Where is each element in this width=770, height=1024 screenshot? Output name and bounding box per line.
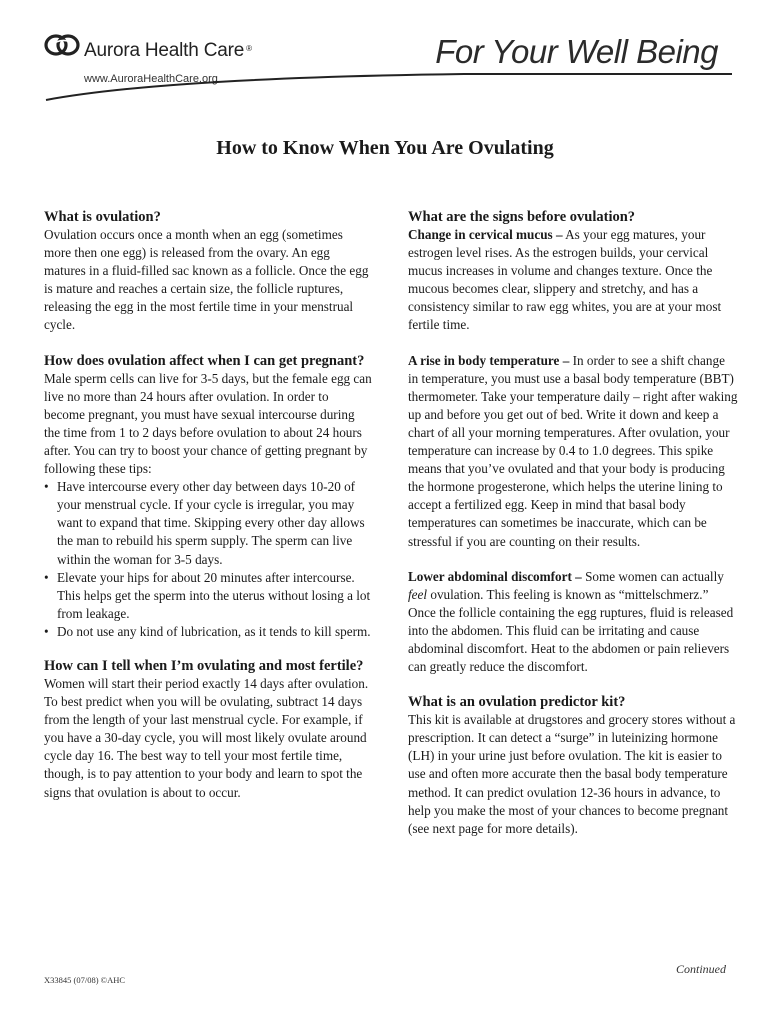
continued-label: Continued: [676, 962, 726, 976]
bullet: •: [44, 623, 49, 639]
document-code: X33845 (07/08) ©AHC: [44, 975, 126, 985]
list-item: [44, 478, 372, 568]
section-heading: What are the signs before ovulation?: [408, 209, 636, 225]
section-heading: What is an ovulation predictor kit?: [408, 694, 626, 711]
tip-text: Have intercourse every other day between days 10-20 of your menstrual cycle. If your cycle is irregular, you may want to expand that time. Skipping every other day allows the man to rebuild his sperm supply. The sperm can live within the woman for 3-5 days.: [57, 479, 365, 567]
tagline: For Your Well Being: [435, 33, 718, 70]
tips-list: [44, 478, 372, 641]
page-header: [0, 0, 770, 110]
section-body: Male sperm cells can live for 3-5 days, but the female egg can live no more than 24 hours after ovulation. In order to become pregnant, you must have sexual intercourse during the time from 1 to 2 days before ovulation to about 24 hours after. You can try to boost your chance of getting pregnant by following these tips:: [44, 370, 372, 477]
page-title: How to Know When You Are Ovulating: [216, 137, 554, 159]
brand-name: [84, 40, 252, 62]
section-body: [408, 352, 738, 551]
right-column: [408, 208, 738, 838]
emphasis-text: feel: [408, 586, 428, 602]
brand-url: www.AuroraHealthCare.org: [84, 73, 218, 85]
brand-name-text: Aurora Health Care: [84, 40, 245, 61]
body-text: Some women can actually: [581, 568, 724, 584]
body-text: ovulation. This feeling is known as “mittelschmerz.” Once the follicle containing the egg ruptures, fluid is released into the abdomen. This fluid can be irritating and cause abdominal discomfort. Heat to the abdomen or pain relievers can greatly reduce the discomfort.: [408, 586, 734, 675]
tip-text: Do not use any kind of lubrication, as it tends to kill sperm.: [57, 623, 371, 639]
list-item: [44, 623, 372, 641]
section-heading: How does ovulation affect when I can get pregnant?: [44, 352, 365, 369]
lead-term: A rise in body temperature –: [408, 352, 570, 368]
body-text: As your egg matures, your estrogen level rises. As the estrogen builds, your cervical mucus increases in volume and changes texture. Once the mucous becomes clear, slippery and stretchy, and has a consistency similar to raw egg whites, you are at your most fertile time.: [408, 227, 722, 333]
lead-term: Change in cervical mucus –: [408, 227, 563, 242]
section-body: This kit is available at drugstores and grocery stores without a prescription. It can detect a “surge” in luteinizing hormone (LH) in your urine just before ovulation. The kit is easier to use and often more accurate then the basal body temperature method. It can predict ovulation 12-36 hours in advance, to help you make the most of your chances to become pregnant (see next page for more details).: [408, 712, 736, 836]
tip-text: Elevate your hips for about 20 minutes after intercourse. This helps get the sperm into the uterus without losing a lot from leakage.: [57, 569, 371, 621]
list-item: [44, 569, 372, 623]
section-body: [408, 226, 738, 335]
section-body: Ovulation occurs once a month when an egg (sometimes more then one egg) is released from the ovary. An egg matures in a fluid-filled sac known as a follicle. Once the egg is mature and reaches a certain size, the follicle ruptures, releasing the egg in the most fertile time in your menstrual cycle.: [44, 227, 369, 333]
section-body: Women will start their period exactly 14 days after ovulation. To best predict when you will be ovulating, subtract 14 days from the length of your last menstrual cycle. For example, if you have a 30-day cycle, you will most likely ovulate around cycle day 16. The best way to tell your most fertile time, though, is to pay attention to your body and learn to spot the signs that ovulation is about to occur.: [44, 675, 369, 800]
section-body: [408, 568, 738, 677]
aurora-logo-icon: [44, 32, 80, 58]
bullet: •: [44, 479, 49, 495]
section-heading: What is ovulation?: [44, 209, 161, 225]
header-swoosh-rule: [44, 70, 734, 110]
bullet: •: [44, 569, 49, 585]
section-heading: How can I tell when I’m ovulating and most fertile?: [44, 657, 364, 674]
lead-term: Lower abdominal discomfort –: [408, 568, 582, 584]
left-column: [44, 208, 372, 802]
body-text: In order to see a shift change in temperature, you must use a basal body temperature (BBT) thermometer. Take your temperature daily – right after waking up and before you get out of bed. Write it down and keep a chart of all your morning temperatures. After ovulation, your temperature can increase by 0.4 to 1.0 degrees. This spike means that you’ve ovulated and that your body is producing the hormone progesterone, which helps the uterine lining to accept a fertilized egg. Keep in mind that basal body temperatures can sometimes be inaccurate, which can be stressful if you are counting on their results.: [408, 352, 738, 549]
registered-mark: ®: [246, 44, 252, 53]
